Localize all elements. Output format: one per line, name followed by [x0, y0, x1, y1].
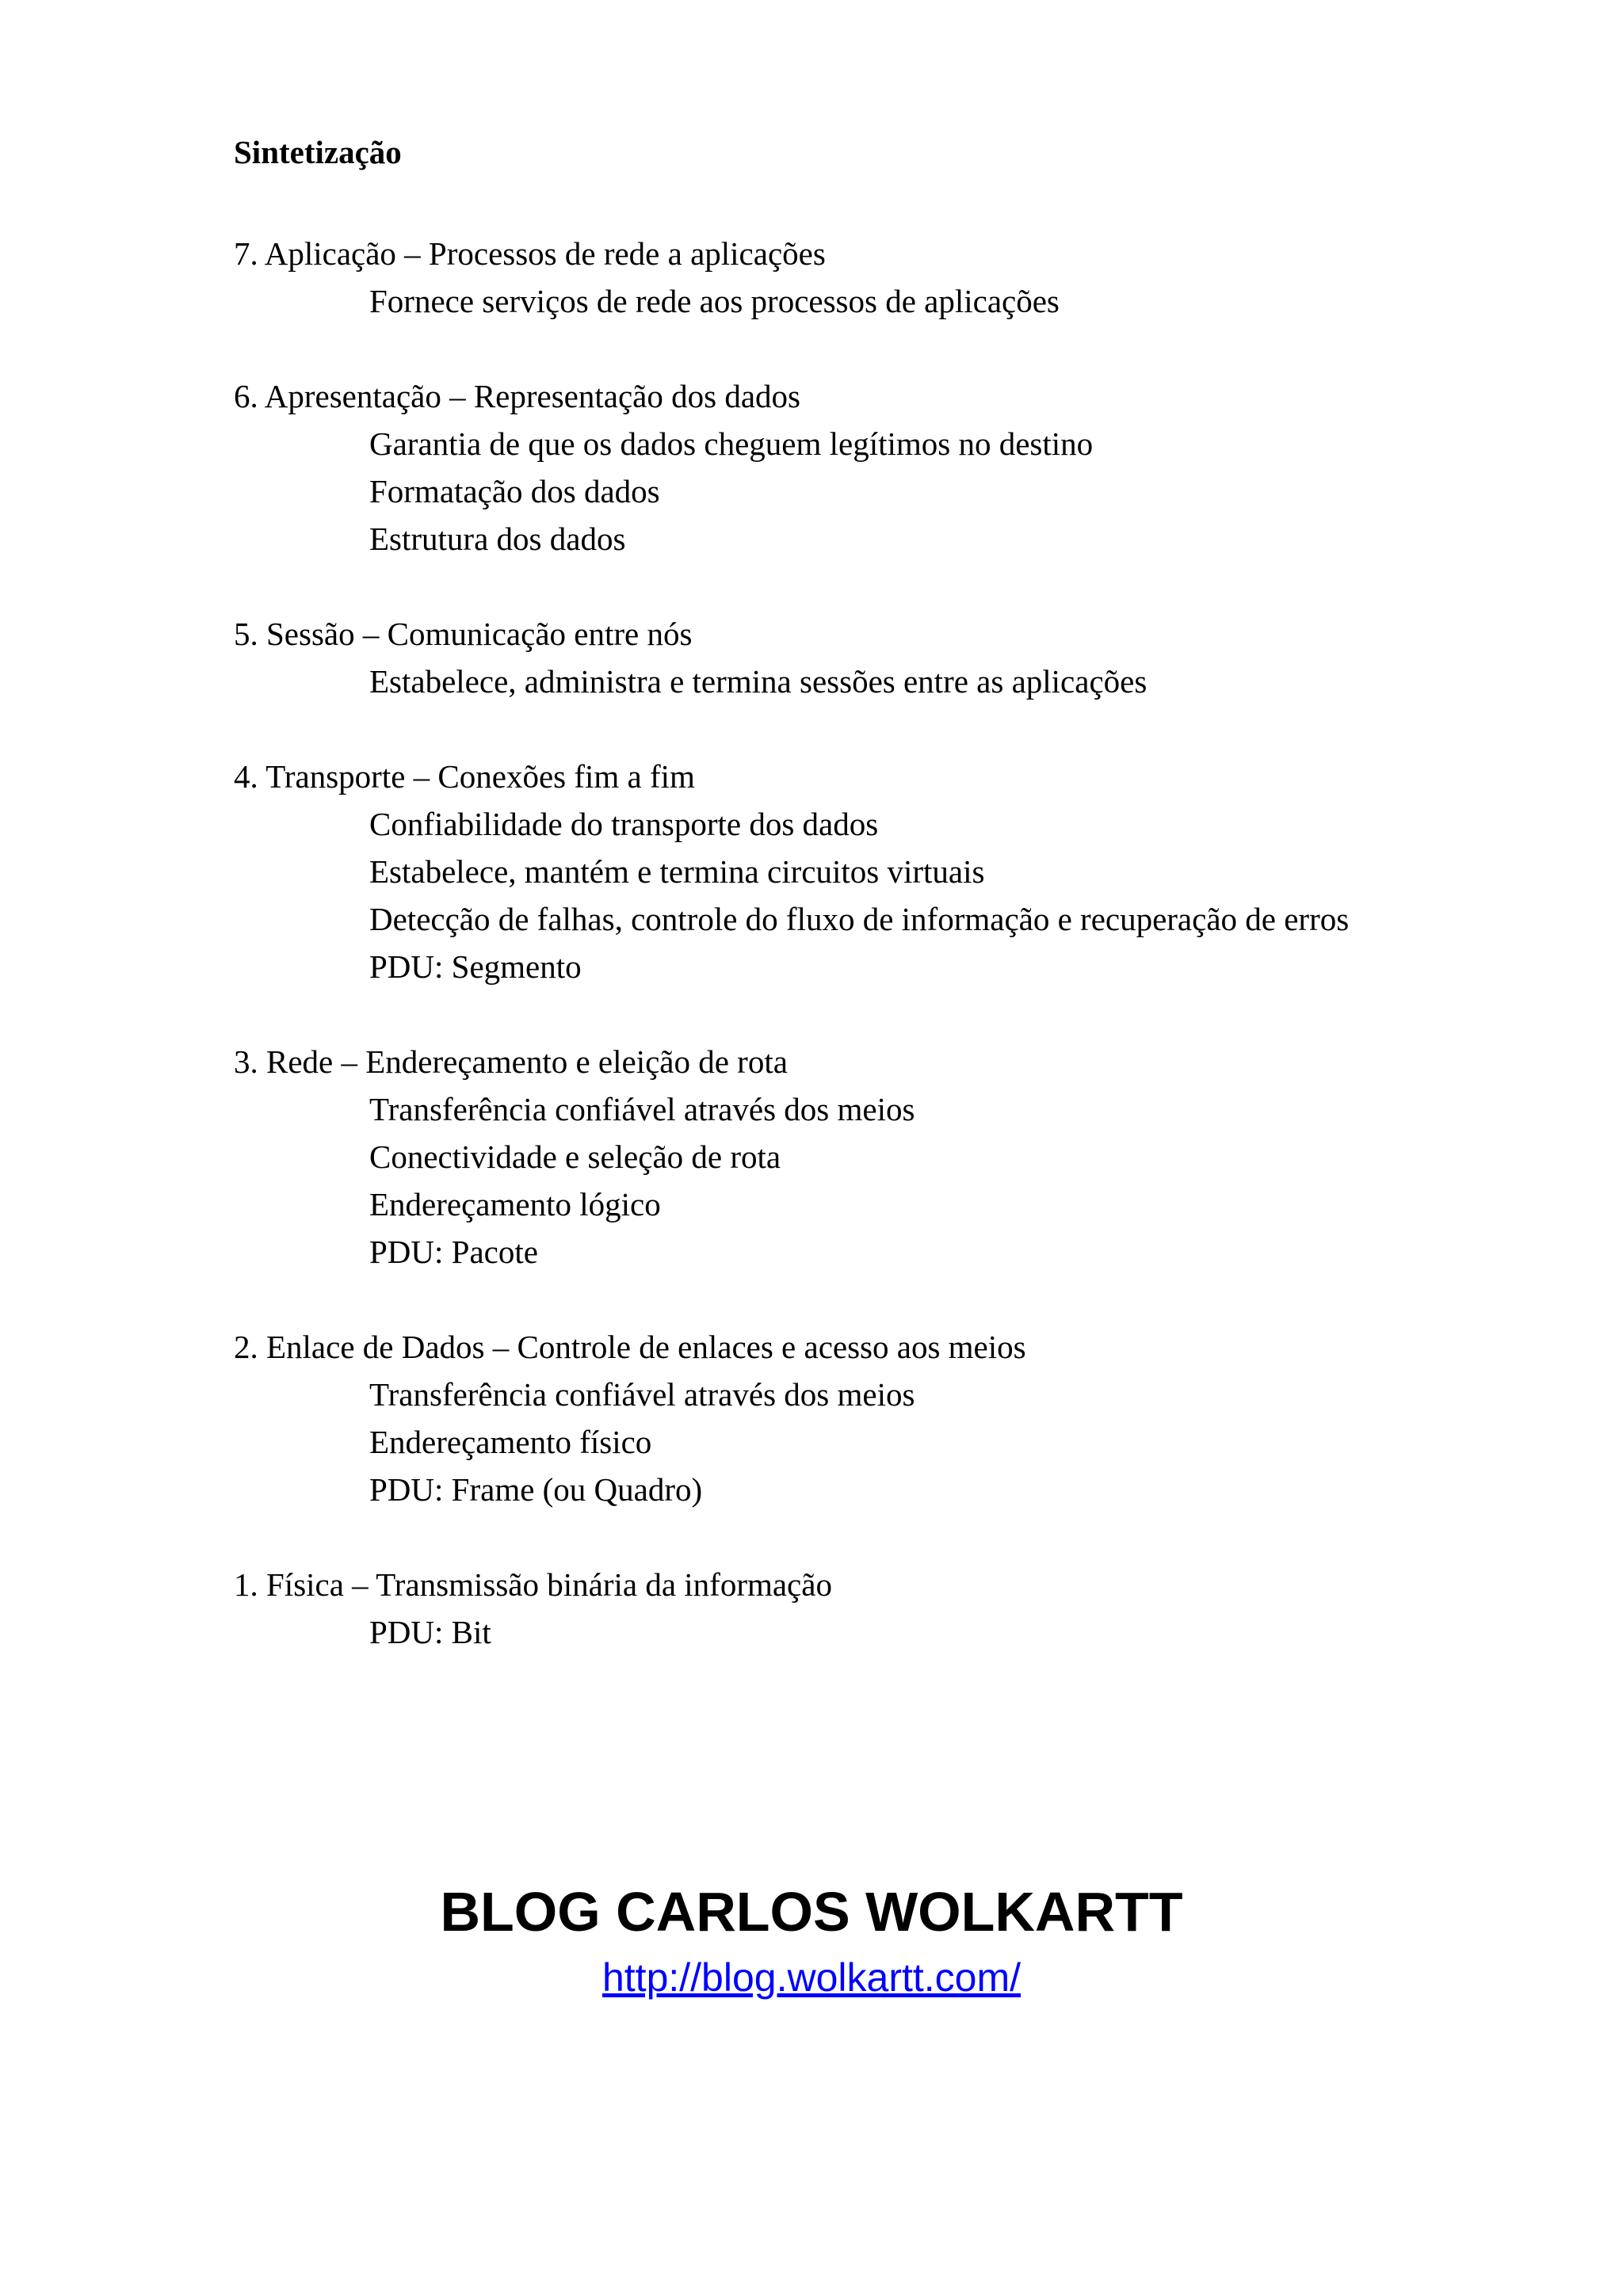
layer-heading: 4. Transporte – Conexões fim a fim: [234, 758, 695, 795]
layer-detail: Endereçamento lógico: [369, 1186, 661, 1222]
layer-detail: Estrutura dos dados: [369, 521, 626, 557]
layer-application: [234, 230, 1581, 325]
layer-detail: Detecção de falhas, controle do fluxo de informação e recuperação de erros: [369, 901, 1350, 937]
layer-heading: 1. Física – Transmissão binária da informação: [234, 1566, 832, 1603]
layer-detail: Estabelece, administra e termina sessões entre as aplicações: [369, 663, 1148, 700]
layer-heading: 3. Rede – Endereçamento e eleição de rota: [234, 1043, 788, 1080]
layer-heading: 5. Sessão – Comunicação entre nós: [234, 616, 693, 652]
layer-transport: [234, 753, 1581, 990]
layer-detail: Transferência confiável através dos meios: [369, 1376, 915, 1413]
layer-detail: PDU: Frame (ou Quadro): [369, 1471, 703, 1508]
layer-heading: 2. Enlace de Dados – Controle de enlaces e acesso aos meios: [234, 1329, 1026, 1365]
layer-detail: Estabelece, mantém e termina circuitos virtuais: [369, 853, 985, 890]
layer-network: [234, 1038, 1581, 1276]
layer-detail: Confiabilidade do transporte dos dados: [369, 806, 879, 842]
layer-presentation: [234, 372, 1581, 563]
layer-detail: PDU: Segmento: [369, 948, 582, 985]
layer-heading: 7. Aplicação – Processos de rede a aplicações: [234, 235, 826, 272]
layer-detail: Transferência confiável através dos meios: [369, 1091, 915, 1127]
osi-layer-list: [234, 230, 1581, 1703]
layer-detail: Fornece serviços de rede aos processos de aplicações: [369, 283, 1060, 319]
layer-physical: [234, 1561, 1581, 1656]
layer-detail: PDU: Bit: [369, 1614, 491, 1650]
layer-detail: Endereçamento físico: [369, 1424, 652, 1460]
layer-data-link: [234, 1323, 1581, 1513]
layer-session: [234, 610, 1581, 705]
layer-detail: Garantia de que os dados cheguem legítimos no destino: [369, 425, 1094, 462]
layer-heading: 6. Apresentação – Representação dos dados: [234, 378, 800, 414]
blog-link[interactable]: http://blog.wolkartt.com/: [601, 1955, 1021, 2000]
blog-title: BLOG CARLOS WOLKARTT: [440, 1881, 1183, 1943]
layer-detail: PDU: Pacote: [369, 1234, 538, 1270]
layer-detail: Formatação dos dados: [369, 473, 660, 509]
section-title: Sintetização: [234, 134, 402, 170]
layer-detail: Conectividade e seleção de rota: [369, 1138, 781, 1175]
